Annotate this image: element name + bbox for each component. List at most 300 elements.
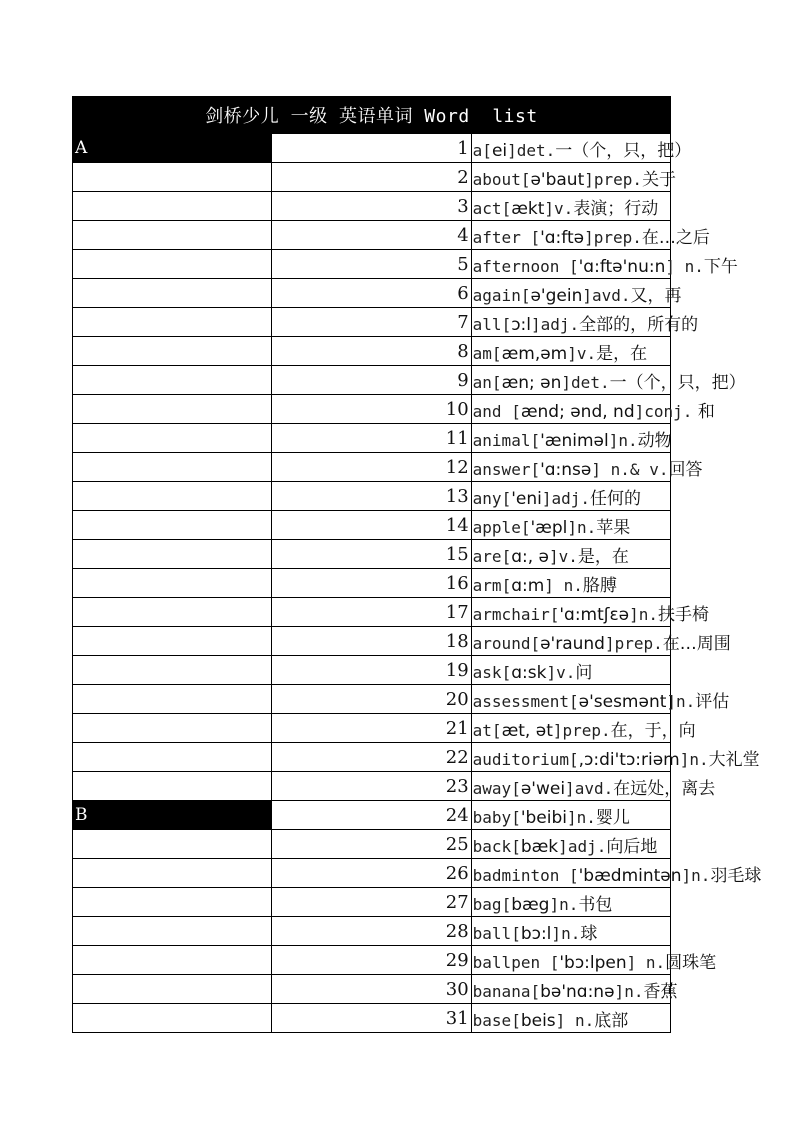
word-row bbox=[73, 946, 671, 975]
part-of-speech: n. bbox=[559, 894, 579, 914]
bracket-close: ] bbox=[679, 749, 690, 769]
part-of-speech: det. bbox=[571, 372, 610, 392]
phonetic: ə'wei bbox=[520, 778, 566, 799]
number-cell[interactable]: 8 bbox=[272, 337, 471, 366]
letter-cell[interactable] bbox=[73, 656, 272, 685]
word-row bbox=[73, 250, 671, 279]
part-of-speech: avd. bbox=[592, 285, 631, 305]
bracket-open: [ bbox=[549, 952, 560, 972]
english-word: armchair bbox=[472, 604, 550, 624]
english-word: after bbox=[472, 227, 531, 247]
bracket-open: [ bbox=[491, 343, 502, 363]
number-cell[interactable]: 19 bbox=[272, 656, 471, 685]
bracket-close: ] bbox=[614, 981, 625, 1001]
bracket-open: [ bbox=[491, 720, 502, 740]
letter-cell[interactable]: B bbox=[73, 801, 272, 830]
sheet-title-cell[interactable] bbox=[73, 97, 671, 134]
number-cell[interactable]: 20 bbox=[272, 685, 471, 714]
phonetic: ə'sesmənt bbox=[578, 691, 667, 712]
number-cell[interactable]: 29 bbox=[272, 946, 471, 975]
letter-cell[interactable] bbox=[73, 163, 272, 192]
bracket-close: ] bbox=[591, 459, 611, 479]
chinese-meaning: 表演；行动 bbox=[573, 198, 659, 219]
number-cell[interactable]: 28 bbox=[272, 917, 471, 946]
letter-cell[interactable] bbox=[73, 337, 272, 366]
english-word: assessment bbox=[472, 691, 569, 711]
english-word: am bbox=[472, 343, 492, 363]
letter-cell[interactable] bbox=[73, 598, 272, 627]
letter-cell[interactable] bbox=[73, 511, 272, 540]
phonetic: ækt bbox=[511, 198, 545, 219]
entry-cell[interactable] bbox=[471, 888, 670, 917]
english-word: baby bbox=[472, 807, 512, 827]
bracket-close: ] bbox=[565, 778, 575, 798]
english-word: arm bbox=[472, 575, 502, 595]
part-of-speech: det. bbox=[516, 140, 556, 160]
phonetic: bɔ:l bbox=[520, 923, 552, 944]
english-word: ballpen bbox=[472, 952, 550, 972]
letter-cell[interactable] bbox=[73, 743, 272, 772]
bracket-close: ] bbox=[604, 633, 615, 653]
letter-cell[interactable] bbox=[73, 540, 272, 569]
chinese-meaning: 又，再 bbox=[630, 285, 682, 306]
bracket-close: ] bbox=[531, 314, 541, 334]
part-of-speech: n. bbox=[577, 517, 597, 537]
bracket-open: [ bbox=[511, 923, 521, 943]
phonetic: ei bbox=[491, 140, 508, 161]
entry-cell[interactable] bbox=[471, 946, 717, 975]
bracket-close: ] bbox=[626, 952, 646, 972]
word-row bbox=[73, 685, 671, 714]
bracket-open: [ bbox=[530, 227, 541, 247]
phonetic: ɑ:sk bbox=[511, 662, 547, 683]
english-word: any bbox=[472, 488, 502, 508]
entry-cell[interactable] bbox=[471, 221, 710, 250]
entry-cell[interactable] bbox=[471, 1004, 670, 1033]
number-cell[interactable]: 27 bbox=[272, 888, 471, 917]
chinese-meaning: 书包 bbox=[578, 894, 613, 915]
entry-cell[interactable] bbox=[471, 453, 703, 482]
english-word: back bbox=[472, 836, 512, 856]
chinese-meaning: 婴儿 bbox=[595, 807, 630, 828]
bracket-open: [ bbox=[530, 430, 541, 450]
number-cell[interactable]: 7 bbox=[272, 308, 471, 337]
english-word: around bbox=[472, 633, 531, 653]
phonetic: æm,əm bbox=[501, 343, 568, 364]
word-row bbox=[73, 540, 671, 569]
english-word: base bbox=[472, 1010, 512, 1030]
english-word: afternoon bbox=[472, 256, 569, 276]
bracket-open: [ bbox=[549, 604, 560, 624]
entry-cell[interactable] bbox=[471, 830, 670, 859]
phonetic: ə'baut bbox=[530, 169, 585, 190]
entry-cell[interactable] bbox=[471, 134, 692, 163]
word-list-table bbox=[72, 96, 762, 1033]
letter-cell[interactable] bbox=[73, 946, 272, 975]
english-word: all bbox=[472, 314, 502, 334]
entry-cell[interactable] bbox=[471, 540, 670, 569]
entry-cell[interactable] bbox=[471, 801, 670, 830]
chinese-meaning: 球 bbox=[580, 923, 598, 944]
english-word: and bbox=[472, 401, 512, 421]
chinese-meaning: 一（个，只，把） bbox=[609, 372, 746, 393]
part-of-speech: avd. bbox=[574, 778, 614, 798]
number-cell[interactable]: 2 bbox=[272, 163, 471, 192]
word-row bbox=[73, 134, 671, 163]
word-row bbox=[73, 801, 671, 830]
number-cell[interactable]: 31 bbox=[272, 1004, 471, 1033]
bracket-open: [ bbox=[568, 865, 579, 885]
chinese-meaning: 向后地 bbox=[606, 836, 658, 857]
chinese-meaning: 扶手椅 bbox=[658, 604, 710, 625]
number-cell[interactable]: 18 bbox=[272, 627, 471, 656]
entry-cell[interactable] bbox=[471, 337, 670, 366]
number-cell[interactable]: 21 bbox=[272, 714, 471, 743]
bracket-close: ] bbox=[567, 343, 577, 363]
number-cell[interactable]: 1 bbox=[272, 134, 471, 163]
word-row bbox=[73, 424, 671, 453]
bracket-open: [ bbox=[501, 546, 512, 566]
entry-cell[interactable] bbox=[471, 511, 670, 540]
entry-cell[interactable] bbox=[471, 627, 731, 656]
number-cell[interactable]: 23 bbox=[272, 772, 471, 801]
word-row bbox=[73, 1004, 671, 1033]
part-of-speech: n. bbox=[561, 923, 581, 943]
phonetic: beis bbox=[520, 1010, 556, 1031]
word-list-body bbox=[73, 97, 762, 1033]
phonetic: bə'nɑ:nə bbox=[540, 981, 615, 1002]
number-cell[interactable]: 6 bbox=[272, 279, 471, 308]
number-cell[interactable]: 15 bbox=[272, 540, 471, 569]
bracket-open: [ bbox=[501, 488, 512, 508]
part-of-speech: adj. bbox=[567, 836, 607, 856]
number-cell[interactable]: 9 bbox=[272, 366, 471, 395]
chinese-meaning: 苹果 bbox=[596, 517, 631, 538]
part-of-speech: n.& v. bbox=[610, 459, 669, 479]
letter-cell[interactable] bbox=[73, 569, 272, 598]
bracket-open: [ bbox=[568, 749, 579, 769]
english-word: apple bbox=[472, 517, 521, 537]
number-cell[interactable]: 5 bbox=[272, 250, 471, 279]
chinese-meaning: 是，在 bbox=[577, 546, 629, 567]
part-of-speech: prep. bbox=[593, 227, 642, 247]
part-of-speech: adj. bbox=[540, 314, 580, 334]
bracket-close: ] bbox=[546, 662, 557, 682]
part-of-speech: v. bbox=[576, 343, 597, 363]
letter-cell[interactable] bbox=[73, 192, 272, 221]
bracket-close: ] bbox=[567, 807, 577, 827]
bracket-open: [ bbox=[530, 459, 541, 479]
bracket-close: ] bbox=[681, 865, 692, 885]
bracket-open: [ bbox=[520, 169, 531, 189]
entry-cell[interactable] bbox=[471, 163, 677, 192]
bracket-open: [ bbox=[520, 517, 531, 537]
chinese-meaning: 问 bbox=[575, 662, 593, 683]
word-row bbox=[73, 975, 671, 1004]
number-cell[interactable]: 4 bbox=[272, 221, 471, 250]
word-row bbox=[73, 656, 671, 685]
entry-cell[interactable] bbox=[471, 975, 678, 1004]
entry-cell[interactable] bbox=[471, 598, 710, 627]
chinese-meaning: 任何的 bbox=[590, 488, 642, 509]
word-row bbox=[73, 163, 671, 192]
bracket-open: [ bbox=[482, 140, 492, 160]
letter-cell[interactable] bbox=[73, 627, 272, 656]
english-word: away bbox=[472, 778, 512, 798]
word-row bbox=[73, 772, 671, 801]
phonetic: 'bɔ:lpen bbox=[559, 952, 627, 973]
number-cell[interactable]: 26 bbox=[272, 859, 471, 888]
letter-cell[interactable] bbox=[73, 685, 272, 714]
bracket-close: ] bbox=[507, 140, 517, 160]
part-of-speech: n. bbox=[689, 749, 709, 769]
bracket-close: ] bbox=[558, 836, 568, 856]
number-cell[interactable]: 10 bbox=[272, 395, 471, 424]
bracket-close: ] bbox=[567, 517, 577, 537]
word-row bbox=[73, 337, 671, 366]
letter-cell[interactable] bbox=[73, 859, 272, 888]
part-of-speech: prep. bbox=[562, 720, 611, 740]
letter-cell[interactable] bbox=[73, 482, 272, 511]
title-row bbox=[73, 97, 671, 134]
chinese-meaning: 在远处，离去 bbox=[613, 778, 716, 799]
phonetic: ænd; ənd, nd bbox=[520, 401, 635, 422]
english-word: banana bbox=[472, 981, 531, 1001]
sheet-title: 剑桥少儿 一级 英语单词 Word list bbox=[205, 106, 538, 127]
chinese-meaning: 大礼堂 bbox=[708, 749, 760, 770]
word-row bbox=[73, 366, 671, 395]
entry-cell[interactable] bbox=[471, 656, 670, 685]
part-of-speech: n. bbox=[574, 1010, 595, 1030]
phonetic: æn; ən bbox=[501, 372, 562, 393]
bracket-close: ] bbox=[582, 285, 592, 305]
phonetic: ɔ:l bbox=[511, 314, 531, 335]
letter-cell[interactable] bbox=[73, 888, 272, 917]
chinese-meaning: 一（个，只，把） bbox=[555, 140, 692, 161]
bracket-close: ] bbox=[608, 430, 619, 450]
letter-cell[interactable] bbox=[73, 250, 272, 279]
number-cell[interactable]: 24 bbox=[272, 801, 471, 830]
phonetic: bæk bbox=[520, 836, 559, 857]
phonetic: 'ɑ:ftə bbox=[540, 227, 585, 248]
bracket-open: [ bbox=[501, 662, 512, 682]
part-of-speech: n. bbox=[576, 807, 596, 827]
entry-cell[interactable] bbox=[471, 279, 682, 308]
letter-cell[interactable] bbox=[73, 366, 272, 395]
part-of-speech: n. bbox=[563, 575, 583, 595]
phonetic: 'ɑ:nsə bbox=[540, 459, 592, 480]
bracket-close: ] bbox=[665, 256, 685, 276]
entry-cell[interactable] bbox=[471, 714, 696, 743]
chinese-meaning: 在…之后 bbox=[641, 227, 710, 248]
bracket-close: ] bbox=[584, 169, 594, 189]
phonetic: æt, ət bbox=[501, 720, 553, 741]
part-of-speech: n. bbox=[676, 691, 696, 711]
entry-cell[interactable] bbox=[471, 569, 670, 598]
english-word: again bbox=[472, 285, 521, 305]
entry-cell[interactable] bbox=[471, 685, 730, 714]
entry-cell[interactable] bbox=[471, 250, 738, 279]
entry-cell[interactable] bbox=[471, 859, 762, 888]
phonetic: 'eni bbox=[511, 488, 542, 509]
bracket-open: [ bbox=[530, 981, 541, 1001]
bracket-close: ] bbox=[541, 488, 552, 508]
number-cell[interactable]: 14 bbox=[272, 511, 471, 540]
letter-cell[interactable] bbox=[73, 1004, 272, 1033]
entry-cell[interactable] bbox=[471, 772, 716, 801]
word-row bbox=[73, 511, 671, 540]
bracket-open: [ bbox=[568, 691, 579, 711]
number-cell[interactable]: 17 bbox=[272, 598, 471, 627]
word-row bbox=[73, 917, 671, 946]
chinese-meaning: 回答 bbox=[668, 459, 703, 480]
letter-cell[interactable] bbox=[73, 917, 272, 946]
letter-cell[interactable] bbox=[73, 772, 272, 801]
entry-cell[interactable] bbox=[471, 743, 760, 772]
english-word: at bbox=[472, 720, 492, 740]
entry-cell[interactable] bbox=[471, 366, 746, 395]
part-of-speech: n. bbox=[645, 952, 666, 972]
english-word: badminton bbox=[472, 865, 569, 885]
chinese-meaning: 底部 bbox=[594, 1010, 629, 1031]
bracket-open: [ bbox=[520, 285, 531, 305]
bracket-open: [ bbox=[501, 575, 512, 595]
chinese-meaning: 在…周围 bbox=[662, 633, 731, 654]
word-row bbox=[73, 192, 671, 221]
part-of-speech: n. bbox=[618, 430, 638, 450]
english-word: answer bbox=[472, 459, 531, 479]
part-of-speech: v. bbox=[556, 662, 576, 682]
bracket-close: ] bbox=[544, 198, 555, 218]
phonetic: 'ɑ:ftə'nu:n bbox=[578, 256, 666, 277]
entry-cell[interactable] bbox=[471, 192, 670, 221]
english-word: act bbox=[472, 198, 502, 218]
bracket-close: ] bbox=[549, 546, 559, 566]
word-row bbox=[73, 279, 671, 308]
bracket-close: ] bbox=[584, 227, 594, 247]
phonetic: ,ɔ:di'tɔ:riəm bbox=[578, 749, 680, 770]
english-word: ask bbox=[472, 662, 502, 682]
number-cell[interactable]: 22 bbox=[272, 743, 471, 772]
word-row bbox=[73, 830, 671, 859]
part-of-speech: adj. bbox=[551, 488, 591, 508]
chinese-meaning: 动物 bbox=[637, 430, 672, 451]
chinese-meaning: 评估 bbox=[695, 691, 730, 712]
chinese-meaning: 胳膊 bbox=[582, 575, 617, 596]
chinese-meaning: 关于 bbox=[642, 169, 677, 190]
letter-cell[interactable] bbox=[73, 308, 272, 337]
bracket-close: ] bbox=[666, 691, 677, 711]
word-row bbox=[73, 453, 671, 482]
entry-cell[interactable] bbox=[471, 482, 670, 511]
part-of-speech: n. bbox=[624, 981, 644, 1001]
number-cell[interactable]: 3 bbox=[272, 192, 471, 221]
english-word: are bbox=[472, 546, 502, 566]
letter-cell[interactable] bbox=[73, 221, 272, 250]
bracket-close: ] bbox=[551, 923, 562, 943]
part-of-speech: v. bbox=[558, 546, 578, 566]
phonetic: 'beibi bbox=[520, 807, 567, 828]
word-row bbox=[73, 627, 671, 656]
word-row bbox=[73, 598, 671, 627]
part-of-speech: v. bbox=[554, 198, 574, 218]
part-of-speech: n. bbox=[638, 604, 659, 624]
bracket-open: [ bbox=[530, 633, 541, 653]
chinese-meaning: 在，于，向 bbox=[610, 720, 696, 741]
word-row bbox=[73, 714, 671, 743]
phonetic: ə'raund bbox=[540, 633, 605, 654]
word-row bbox=[73, 221, 671, 250]
word-row bbox=[73, 308, 671, 337]
bracket-open: [ bbox=[501, 198, 512, 218]
number-cell[interactable]: 11 bbox=[272, 424, 471, 453]
letter-cell[interactable] bbox=[73, 714, 272, 743]
english-word: ball bbox=[472, 923, 512, 943]
bracket-open: [ bbox=[511, 1010, 521, 1030]
letter-cell[interactable] bbox=[73, 830, 272, 859]
bracket-close: ] bbox=[634, 401, 645, 421]
chinese-meaning: 圆珠笔 bbox=[665, 952, 717, 973]
part-of-speech: n. bbox=[691, 865, 711, 885]
number-cell[interactable]: 25 bbox=[272, 830, 471, 859]
word-row bbox=[73, 482, 671, 511]
bracket-open: [ bbox=[501, 894, 512, 914]
part-of-speech: prep. bbox=[614, 633, 663, 653]
entry-cell[interactable] bbox=[471, 308, 699, 337]
entry-cell[interactable] bbox=[471, 395, 715, 424]
bracket-open: [ bbox=[568, 256, 579, 276]
chinese-meaning: 下午 bbox=[703, 256, 738, 277]
phonetic: bæg bbox=[511, 894, 550, 915]
number-cell[interactable]: 13 bbox=[272, 482, 471, 511]
phonetic: 'æpl bbox=[530, 517, 568, 538]
word-row bbox=[73, 569, 671, 598]
number-cell[interactable]: 12 bbox=[272, 453, 471, 482]
number-cell[interactable]: 30 bbox=[272, 975, 471, 1004]
phonetic: ɑ:m bbox=[511, 575, 545, 596]
entry-cell[interactable] bbox=[471, 424, 670, 453]
english-word: auditorium bbox=[472, 749, 569, 769]
english-word: animal bbox=[472, 430, 531, 450]
letter-cell[interactable] bbox=[73, 453, 272, 482]
chinese-meaning: 羽毛球 bbox=[710, 865, 762, 886]
word-row bbox=[73, 395, 671, 424]
letter-cell[interactable]: A bbox=[73, 134, 272, 163]
word-row bbox=[73, 888, 671, 917]
bracket-close: ] bbox=[561, 372, 572, 392]
letter-cell[interactable] bbox=[73, 975, 272, 1004]
letter-cell[interactable] bbox=[73, 395, 272, 424]
phonetic: 'ɑ:mtʃɛə bbox=[559, 604, 630, 625]
bracket-close: ] bbox=[544, 575, 564, 595]
word-row bbox=[73, 743, 671, 772]
english-word: a bbox=[472, 140, 483, 160]
english-word: about bbox=[472, 169, 521, 189]
letter-cell[interactable] bbox=[73, 279, 272, 308]
entry-cell[interactable] bbox=[471, 917, 670, 946]
number-cell[interactable]: 16 bbox=[272, 569, 471, 598]
english-word: an bbox=[472, 372, 492, 392]
english-word: bag bbox=[472, 894, 502, 914]
chinese-meaning: 是，在 bbox=[596, 343, 648, 364]
word-row bbox=[73, 859, 671, 888]
part-of-speech: conj. bbox=[644, 401, 693, 421]
chinese-meaning: 全部的，所有的 bbox=[579, 314, 699, 335]
bracket-open: [ bbox=[501, 314, 512, 334]
letter-cell[interactable] bbox=[73, 424, 272, 453]
bracket-open: [ bbox=[491, 372, 502, 392]
bracket-open: [ bbox=[511, 836, 521, 856]
